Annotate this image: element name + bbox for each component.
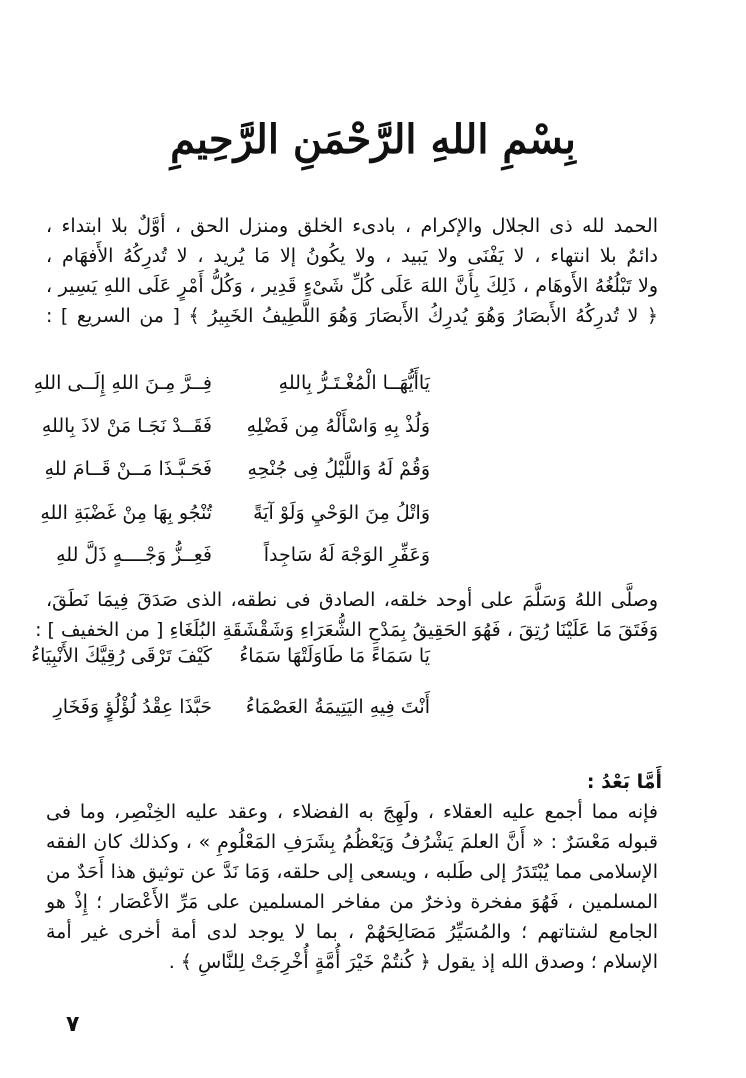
main-paragraph [46, 797, 658, 977]
text-line: الجامع لشتاتهم ؛ والمُسَيِّرُ مَصَالِحَهُمْ ، بما لا يوجد لدى أمة أخرى غير أمة [46, 921, 658, 943]
text-line: الإسلامى مما يُبْتَدَرُ إلى طَلبه ، ويسعى إلى حلقه، وَمَا نَدَّ عن توثيق هذا أَحَدٌ من [46, 861, 658, 883]
text-line: فإنه مما أجمع عليه العقلاء ، ولَهِجَ به الفضلاء ، وعقد عليه الخِنْصِر، وما فى [46, 801, 658, 823]
section-heading: أَمَّا بَعْدُ : [586, 771, 662, 793]
verse-first-hemistich: يَا سَمَاءً مَا طَاوَلَتْهَا سَمَاءُ [239, 645, 430, 667]
verse-first-hemistich: وَعَفِّرِ الوَجْهَ لَهُ سَاجِداً [263, 544, 430, 566]
text-line: قبوله مَعْسَرٌ : « أَنَّ العلمَ يَشْرُفُ وَيَعْظُمُ بِشَرَفِ المَعْلُومِ » ، وكذلك كان الفقه [46, 831, 658, 853]
text-line: ﴿ لا تُدرِكُهُ الأَبصَارُ وَهُوَ يُدرِكُ الأَبصَارَ وَهُوَ اللَّطِيفُ الخَبِيرُ ﴾ [ من السريع ] : [46, 305, 658, 327]
verse-row [0, 494, 746, 532]
text-line: ولا تَبْلُغُهُ الأَوهَام ، ذَلِكَ بِأَنَّ اللهَ عَلَى كُلِّ شَىْءٍ قَدِير ، وَكُلُّ أَمْرٍ عَلَى اللهِ يَسِير ، [46, 275, 658, 297]
verse-first-hemistich: يَاأَيُّهَــا الْمُغْـتَـرُّ بِاللهِ [278, 372, 430, 394]
verse-second-hemistich: فِــرَّ مِـنَ اللهِ إِلَــى اللهِ [33, 372, 212, 394]
verse-first-hemistich: وَلُذْ بِهِ وَاسْأَلْهُ مِن فَضْلِهِ [246, 415, 430, 437]
text-line: المسلمين ، فَهُوَ مفخرة وذخرٌ من مفاخر المسلمين على مَرِّ الأَعْصَار ؛ إِذْ هو [46, 891, 658, 913]
text-line: الإسلام ؛ وصدق الله إذ يقول ﴿ كُنتُمْ خَيْرَ أُمَّةٍ أُخْرِجَتْ لِلنَّاسِ ﴾ . [168, 951, 658, 973]
verse-row [0, 688, 746, 726]
verse-first-hemistich: وَقُمْ لَهُ وَاللَّيْلُ فِى جُنْحِهِ [247, 458, 430, 480]
text-line: وَفَتَقَ مَا عَلَيْنَا رُتِقَ ، فَهُوَ الحَقِيقُ بِمَدْحِ الشُّعَرَاءِ وَشَقْشَقَةِ البُلَغَاءِ [ من الخفيف ] : [35, 619, 658, 641]
verse-second-hemistich: حَبَّذَا عِقْدُ لُؤْلُؤٍ وَفَخَارِ [53, 696, 212, 718]
text-line: وصلَّى اللهُ وَسَلَّمَ على أوحد خلقه، الصادق فى نطقه، الذى صَدَقَ فِيمَا نَطَقَ، [46, 589, 658, 611]
salutation-paragraph [35, 585, 658, 645]
verse-second-hemistich: فَعِــزُّ وَجْــــهٍ ذَلَّ للهِ [56, 544, 212, 566]
verse-second-hemistich: فَحَـبَّـذَا مَــنْ قَــامَ للهِ [44, 458, 212, 480]
verse-second-hemistich: تُنْجُو بِهَا مِنْ غَضْبَةِ اللهِ [40, 502, 212, 524]
verse-first-hemistich: وَاتْلُ مِنَ الوَحْيِ وَلَوْ آيَةً [253, 502, 430, 524]
verse-row [0, 536, 746, 574]
verse-row [0, 450, 746, 488]
verse-second-hemistich: فَقَــدْ نَجَـا مَنْ لاذَ بِاللهِ [41, 415, 212, 437]
verse-row [0, 407, 746, 445]
text-line: دائمٌ بلا انتهاء ، لا يَفْنَى ولا يَبيد ، ولا يكُونُ إلا مَا يُريد ، لا تُدرِكُهُ الأَفهَام ، [46, 245, 658, 267]
text-line: الحمد لله ذى الجلال والإكرام ، بادىء الخلق ومنزل الحق ، أوَّلٌ بلا ابتداء ، [46, 215, 658, 237]
verse-second-hemistich: كَيْفَ تَرْقَى رُقِيَّكَ الأَنْبِيَاءُ [31, 645, 212, 667]
verse-row [0, 364, 746, 402]
page-number: ٧ [66, 1012, 80, 1037]
basmala-heading: بِسْمِ اللهِ الرَّحْمَنِ الرَّحِيمِ [170, 116, 576, 163]
intro-paragraph [46, 211, 658, 331]
verse-row [0, 637, 746, 675]
verse-first-hemistich: أَنْتَ فِيهِ اليَتِيمَةُ العَصْمَاءُ [245, 696, 430, 718]
